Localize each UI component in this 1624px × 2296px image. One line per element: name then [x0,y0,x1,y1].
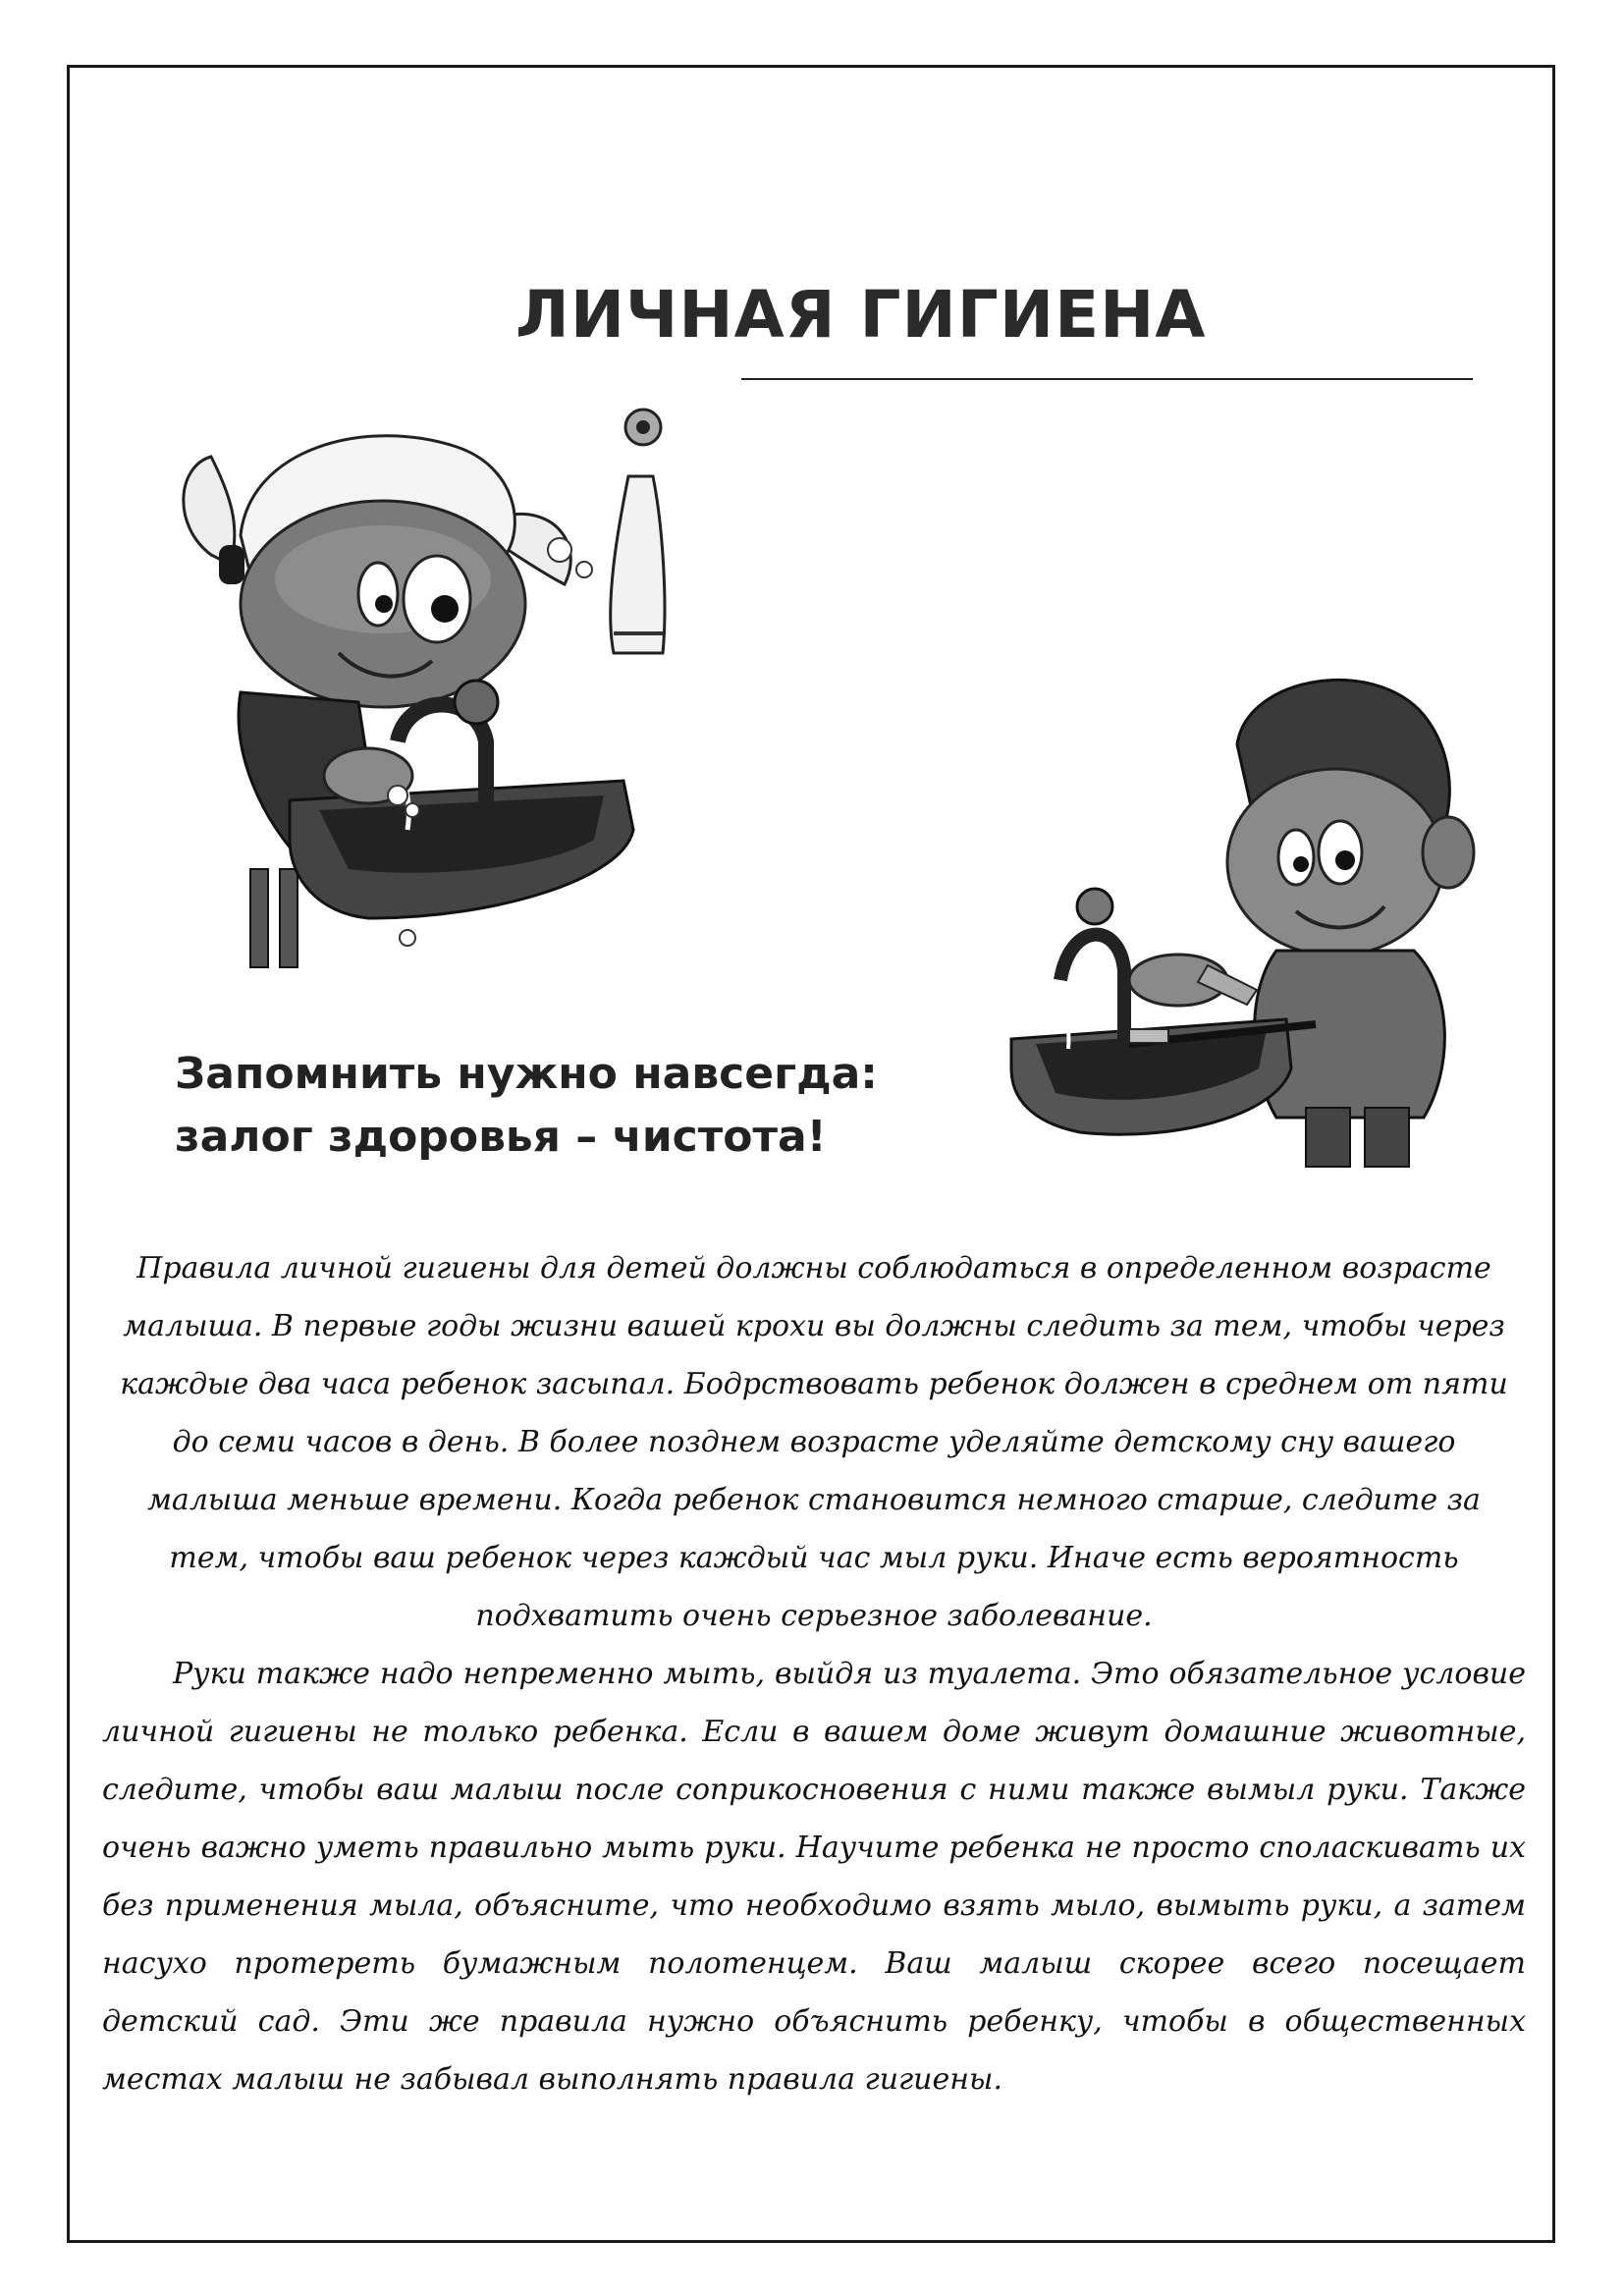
paragraph-2: Руки также надо непременно мыть, выйдя из туалета. Это обязательное условие личной гигиены не только ребенка. Если в вашем доме живут домашние животные, следите, чтобы ваш малыш после соприкосновения с ними также вымыл руки. Также очень важно уметь правильно мыть руки. Научите ребенка не просто споласкивать их без применения мыла, объясните, что необходимо взять мыло, вымыть руки, а затем насухо протереть бумажным полотенцем. Ваш малыш скорее всего посещает детский сад. Эти же правила нужно объяснить ребенку, чтобы в общественных местах малыш не забывал выполнять правила гигиены. [102,1657,1526,2097]
title-underline [741,378,1473,380]
slogan [175,1043,878,1169]
boy-leg [1365,1108,1409,1167]
paragraph-1: Правила личной гигиены для детей должны соблюдаться в определенном возрасте малыша. В первые годы жизни вашей крохи вы должны следить за тем, чтобы через каждые два часа ребенок засыпал. Бодрствовать ребенок должен в среднем от пяти до семи часов в день. В более позднем возрасте уделяйте детскому сну вашего малыша меньше времени. Когда ребенок становится немного старше, следите за тем, чтобы ваш ребенок через каждый час мыл руки. Иначе есть вероятность подхватить очень серьезное заболевание. [120,1251,1508,1633]
slogan-line-2: залог здоровья – чистота! [175,1112,827,1162]
faucet-handle [455,681,498,724]
body-text [102,1239,1526,2108]
slogan-line-1: Запомнить нужно навсегда: [175,1049,878,1099]
girl-leg [250,869,268,967]
girl-washing-hands-illustration [172,408,761,987]
bubble [548,538,571,562]
girl-leg [280,869,298,967]
hair-band [219,545,244,584]
bubble [576,562,592,577]
boy-ear [1423,817,1474,888]
page-title: ЛИЧНАЯ ГИГИЕНА [515,277,1207,353]
towel [611,476,665,653]
boy-leg [1306,1108,1350,1167]
faucet-handle [1077,889,1112,924]
boy-eye-left [1278,830,1314,885]
boy-washing-hands-illustration [1001,656,1492,1176]
girl-eye-left [358,563,398,626]
bubble [400,930,415,946]
